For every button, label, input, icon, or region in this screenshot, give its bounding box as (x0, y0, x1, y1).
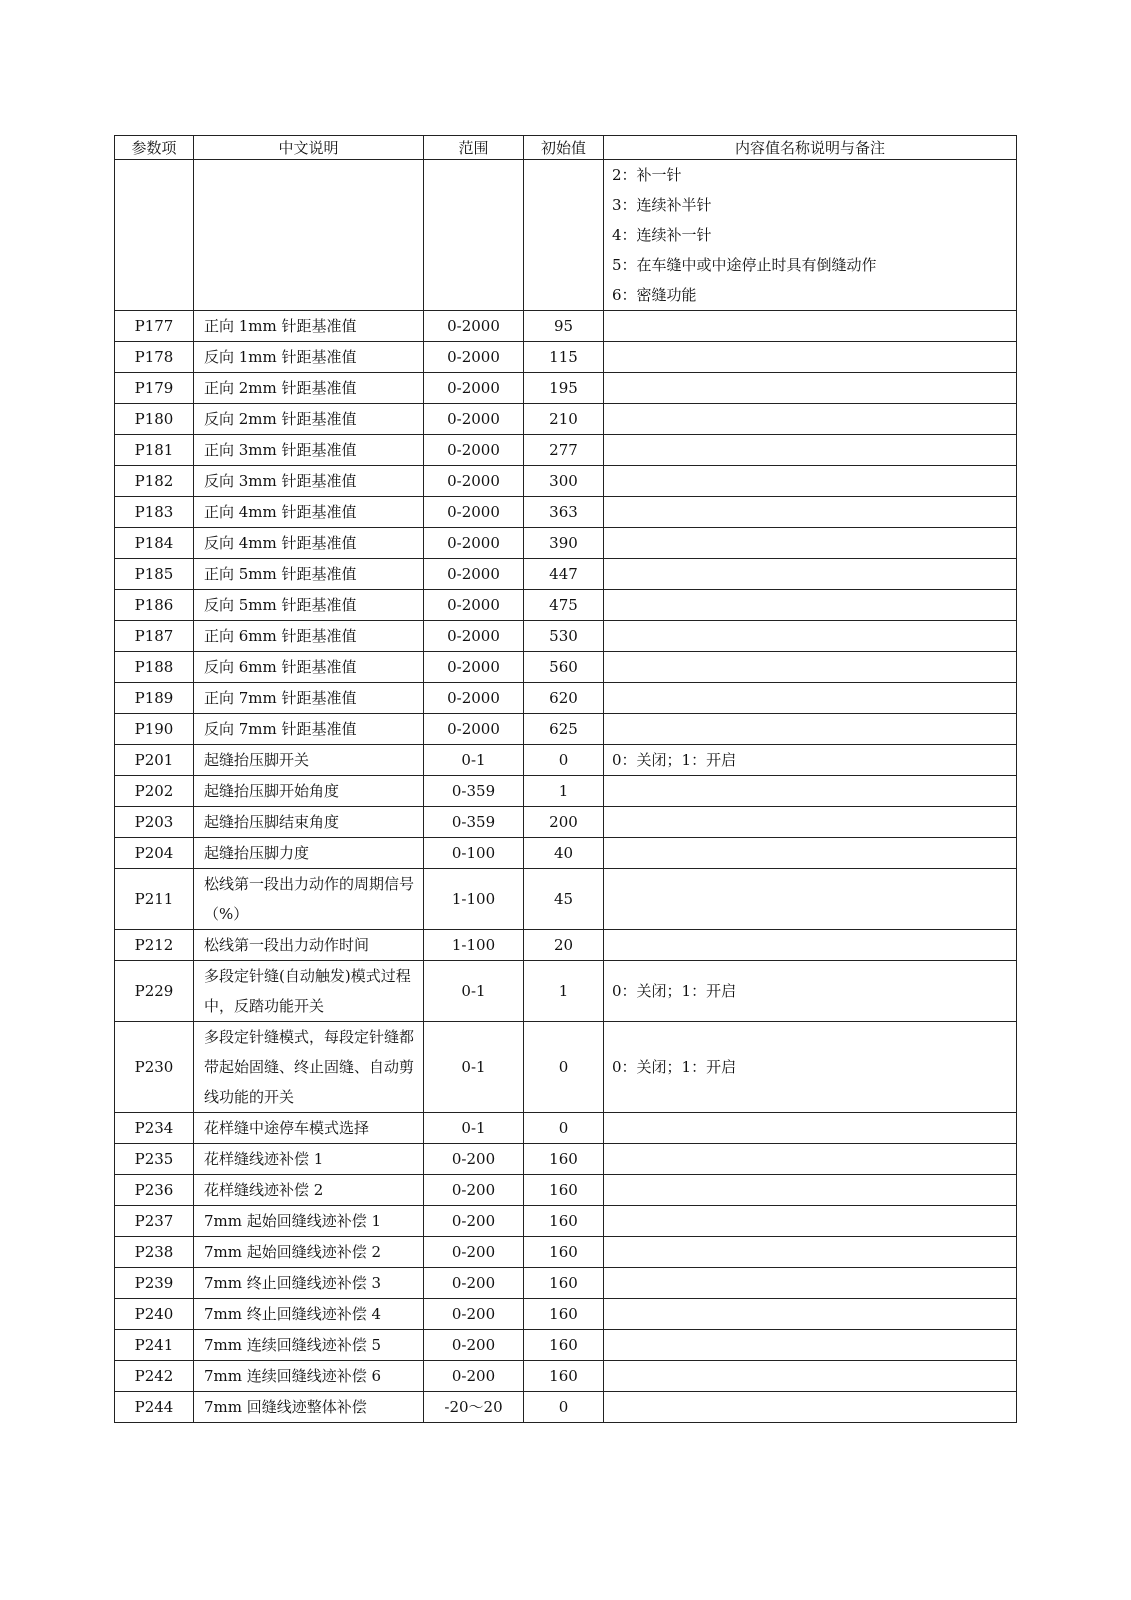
cell-param: P184 (115, 528, 194, 559)
table-row (115, 1330, 1017, 1361)
cell-param: P237 (115, 1206, 194, 1237)
table-row (115, 961, 1017, 1022)
cell-notes (604, 621, 1017, 652)
table-row (115, 1268, 1017, 1299)
cell-notes (604, 838, 1017, 869)
cell-description: 7mm 起始回缝线迹补偿 2 (194, 1237, 424, 1268)
cell-notes (604, 1113, 1017, 1144)
table-row (115, 1144, 1017, 1175)
cell-notes (604, 1299, 1017, 1330)
cell-range: 0-200 (424, 1237, 524, 1268)
table-row (115, 869, 1017, 930)
cell-notes (604, 1268, 1017, 1299)
cell-param: P238 (115, 1237, 194, 1268)
cell-param: P185 (115, 559, 194, 590)
cell-initial: 160 (524, 1361, 604, 1392)
cell-initial: 560 (524, 652, 604, 683)
cell-range: 0-2000 (424, 435, 524, 466)
note-line: 4：连续补一针 (612, 226, 712, 244)
cell-notes (604, 1175, 1017, 1206)
table-row (115, 466, 1017, 497)
cell-range: 0-2000 (424, 652, 524, 683)
cell-param: P242 (115, 1361, 194, 1392)
cell-param: P181 (115, 435, 194, 466)
cell-description: 7mm 回缝线迹整体补偿 (194, 1392, 424, 1423)
cell-initial: 95 (524, 311, 604, 342)
cell-param: P182 (115, 466, 194, 497)
cell-description: 花样缝线迹补偿 2 (194, 1175, 424, 1206)
cell-param: P187 (115, 621, 194, 652)
note-line: 3：连续补半针 (612, 196, 712, 214)
cell-notes (604, 1237, 1017, 1268)
cell-initial: 160 (524, 1206, 604, 1237)
cell-range: 0-1 (424, 1022, 524, 1113)
cell-description: 反向 5mm 针距基准值 (194, 590, 424, 621)
cell-description: 正向 6mm 针距基准值 (194, 621, 424, 652)
table-row (115, 1392, 1017, 1423)
cell-notes (604, 652, 1017, 683)
cell-description: 正向 5mm 针距基准值 (194, 559, 424, 590)
cell-range: 0-200 (424, 1330, 524, 1361)
table-row (115, 1022, 1017, 1113)
cell-initial: 20 (524, 930, 604, 961)
table-row (115, 435, 1017, 466)
cell-description: 反向 1mm 针距基准值 (194, 342, 424, 373)
cell-description: 7mm 连续回缝线迹补偿 5 (194, 1330, 424, 1361)
cell-description: 正向 4mm 针距基准值 (194, 497, 424, 528)
cell-initial: 115 (524, 342, 604, 373)
cell-range (424, 160, 524, 311)
cell-range: 0-1 (424, 1113, 524, 1144)
cell-param: P201 (115, 745, 194, 776)
cell-range: 0-200 (424, 1206, 524, 1237)
cell-notes (604, 1144, 1017, 1175)
cell-notes (604, 714, 1017, 745)
cell-param (115, 160, 194, 311)
header-description: 中文说明 (194, 136, 424, 160)
table-row (115, 559, 1017, 590)
cell-notes (604, 404, 1017, 435)
cell-param: P230 (115, 1022, 194, 1113)
cell-initial: 210 (524, 404, 604, 435)
cell-param: P177 (115, 311, 194, 342)
cell-range: 0-2000 (424, 621, 524, 652)
cell-param: P183 (115, 497, 194, 528)
cell-param: P240 (115, 1299, 194, 1330)
cell-initial: 40 (524, 838, 604, 869)
cell-param: P186 (115, 590, 194, 621)
cell-description: 正向 1mm 针距基准值 (194, 311, 424, 342)
cell-initial: 1 (524, 776, 604, 807)
cell-range: -20～20 (424, 1392, 524, 1423)
cell-range: 0-200 (424, 1144, 524, 1175)
cell-initial: 300 (524, 466, 604, 497)
cell-description: 反向 7mm 针距基准值 (194, 714, 424, 745)
cell-initial: 625 (524, 714, 604, 745)
cell-initial: 475 (524, 590, 604, 621)
cell-initial: 620 (524, 683, 604, 714)
cell-range: 0-2000 (424, 497, 524, 528)
cell-initial (524, 160, 604, 311)
cell-range: 0-2000 (424, 528, 524, 559)
cell-range: 0-2000 (424, 466, 524, 497)
table-row (115, 590, 1017, 621)
cell-description: 7mm 终止回缝线迹补偿 3 (194, 1268, 424, 1299)
cell-initial: 1 (524, 961, 604, 1022)
cell-initial: 200 (524, 807, 604, 838)
table-row (115, 528, 1017, 559)
cell-param: P241 (115, 1330, 194, 1361)
cell-param: P202 (115, 776, 194, 807)
cell-param: P211 (115, 869, 194, 930)
cell-notes (604, 1361, 1017, 1392)
cell-notes (604, 869, 1017, 930)
cell-initial: 0 (524, 1113, 604, 1144)
cell-initial: 390 (524, 528, 604, 559)
cell-param: P235 (115, 1144, 194, 1175)
cell-initial: 160 (524, 1299, 604, 1330)
cell-notes: 0：关闭；1：开启 (604, 1022, 1017, 1113)
cell-range: 1-100 (424, 930, 524, 961)
cell-param: P179 (115, 373, 194, 404)
cell-initial: 0 (524, 745, 604, 776)
table-row (115, 1237, 1017, 1268)
note-line: 5：在车缝中或中途停止时具有倒缝动作 (612, 256, 877, 274)
cell-description: 正向 3mm 针距基准值 (194, 435, 424, 466)
cell-notes (604, 559, 1017, 590)
cell-range: 0-2000 (424, 559, 524, 590)
cell-notes (604, 373, 1017, 404)
table-row (115, 652, 1017, 683)
cell-range: 0-100 (424, 838, 524, 869)
cell-description (194, 160, 424, 311)
cell-notes: 0：关闭；1：开启 (604, 961, 1017, 1022)
cell-description: 起缝抬压脚结束角度 (194, 807, 424, 838)
note-line: 2：补一针 (612, 166, 682, 184)
cell-description: 正向 7mm 针距基准值 (194, 683, 424, 714)
cell-param: P236 (115, 1175, 194, 1206)
cell-description: 起缝抬压脚开关 (194, 745, 424, 776)
cell-range: 0-1 (424, 961, 524, 1022)
cell-notes (604, 683, 1017, 714)
cell-description: 松线第一段出力动作的周期信号（%） (194, 869, 424, 930)
table-row (115, 497, 1017, 528)
continuation-row (115, 160, 1017, 311)
cell-notes (604, 435, 1017, 466)
cell-description: 7mm 起始回缝线迹补偿 1 (194, 1206, 424, 1237)
cell-initial: 0 (524, 1392, 604, 1423)
cell-range: 0-2000 (424, 590, 524, 621)
cell-initial: 363 (524, 497, 604, 528)
cell-param: P234 (115, 1113, 194, 1144)
cell-initial: 160 (524, 1175, 604, 1206)
cell-notes (604, 930, 1017, 961)
table-row (115, 683, 1017, 714)
table-row (115, 807, 1017, 838)
cell-notes (604, 1392, 1017, 1423)
cell-description: 反向 4mm 针距基准值 (194, 528, 424, 559)
cell-initial: 0 (524, 1022, 604, 1113)
cell-description: 多段定针缝(自动触发)模式过程中，反踏功能开关 (194, 961, 424, 1022)
cell-notes (604, 1206, 1017, 1237)
cell-description: 反向 6mm 针距基准值 (194, 652, 424, 683)
cell-param: P212 (115, 930, 194, 961)
cell-notes (604, 497, 1017, 528)
header-range: 范围 (424, 136, 524, 160)
table-row (115, 930, 1017, 961)
cell-param: P189 (115, 683, 194, 714)
parameter-table (114, 135, 1017, 1423)
cell-description: 起缝抬压脚力度 (194, 838, 424, 869)
cell-notes (604, 466, 1017, 497)
cell-range: 0-2000 (424, 373, 524, 404)
cell-initial: 277 (524, 435, 604, 466)
cell-param: P203 (115, 807, 194, 838)
cell-param: P178 (115, 342, 194, 373)
cell-description: 反向 3mm 针距基准值 (194, 466, 424, 497)
cell-notes (604, 311, 1017, 342)
table-row (115, 373, 1017, 404)
cell-range: 1-100 (424, 869, 524, 930)
cell-range: 0-2000 (424, 404, 524, 435)
cell-param: P204 (115, 838, 194, 869)
cell-notes (604, 807, 1017, 838)
table-row (115, 1299, 1017, 1330)
cell-initial: 530 (524, 621, 604, 652)
cell-description: 反向 2mm 针距基准值 (194, 404, 424, 435)
cell-range: 0-200 (424, 1175, 524, 1206)
cell-description: 花样缝线迹补偿 1 (194, 1144, 424, 1175)
note-line: 6：密缝功能 (612, 286, 697, 304)
cell-notes (604, 1330, 1017, 1361)
cell-param: P239 (115, 1268, 194, 1299)
cell-initial: 160 (524, 1330, 604, 1361)
cell-param: P244 (115, 1392, 194, 1423)
table-row (115, 621, 1017, 652)
cell-initial: 45 (524, 869, 604, 930)
cell-range: 0-200 (424, 1268, 524, 1299)
cell-initial: 160 (524, 1144, 604, 1175)
cell-notes (604, 776, 1017, 807)
cell-param: P188 (115, 652, 194, 683)
cell-param: P180 (115, 404, 194, 435)
cell-param: P190 (115, 714, 194, 745)
table-row (115, 838, 1017, 869)
cell-range: 0-2000 (424, 714, 524, 745)
header-param: 参数项 (115, 136, 194, 160)
header-notes: 内容值名称说明与备注 (604, 136, 1017, 160)
cell-notes: 0：关闭；1：开启 (604, 745, 1017, 776)
table-row (115, 1175, 1017, 1206)
table-row (115, 714, 1017, 745)
table-row (115, 745, 1017, 776)
cell-range: 0-200 (424, 1361, 524, 1392)
table-body (115, 160, 1017, 1423)
table-row (115, 404, 1017, 435)
cell-notes (604, 342, 1017, 373)
cell-range: 0-359 (424, 776, 524, 807)
table-row (115, 1113, 1017, 1144)
cell-range: 0-2000 (424, 342, 524, 373)
table-row (115, 1206, 1017, 1237)
cell-initial: 447 (524, 559, 604, 590)
cell-description: 多段定针缝模式，每段定针缝都带起始固缝、终止固缝、自动剪线功能的开关 (194, 1022, 424, 1113)
table-row (115, 311, 1017, 342)
cell-initial: 195 (524, 373, 604, 404)
cell-initial: 160 (524, 1268, 604, 1299)
cell-notes (604, 160, 1017, 311)
cell-range: 0-2000 (424, 683, 524, 714)
header-initial: 初始值 (524, 136, 604, 160)
cell-range: 0-2000 (424, 311, 524, 342)
table-row (115, 776, 1017, 807)
cell-initial: 160 (524, 1237, 604, 1268)
table-row (115, 342, 1017, 373)
cell-range: 0-359 (424, 807, 524, 838)
cell-range: 0-200 (424, 1299, 524, 1330)
cell-description: 正向 2mm 针距基准值 (194, 373, 424, 404)
cell-description: 花样缝中途停车模式选择 (194, 1113, 424, 1144)
table-header-row (115, 136, 1017, 160)
cell-description: 起缝抬压脚开始角度 (194, 776, 424, 807)
table-row (115, 1361, 1017, 1392)
cell-description: 7mm 连续回缝线迹补偿 6 (194, 1361, 424, 1392)
cell-description: 松线第一段出力动作时间 (194, 930, 424, 961)
cell-description: 7mm 终止回缝线迹补偿 4 (194, 1299, 424, 1330)
cell-notes (604, 590, 1017, 621)
cell-range: 0-1 (424, 745, 524, 776)
cell-notes (604, 528, 1017, 559)
cell-param: P229 (115, 961, 194, 1022)
